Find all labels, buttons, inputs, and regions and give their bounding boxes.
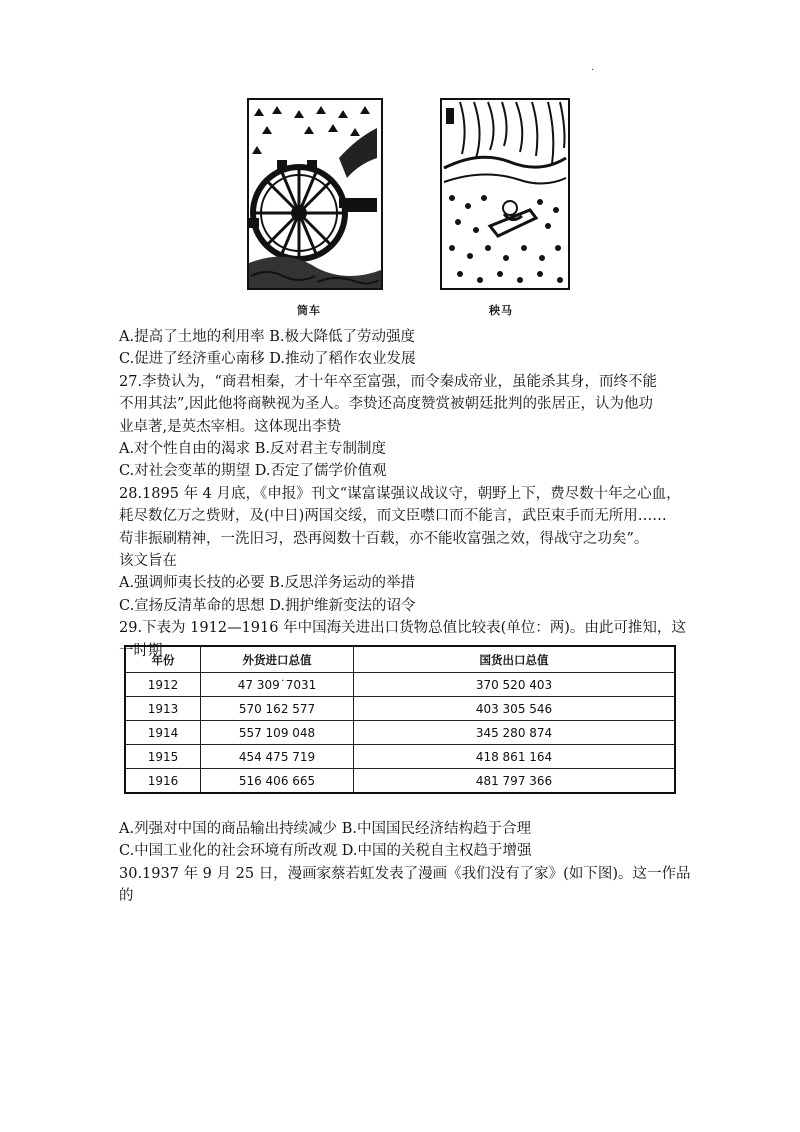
cell-year: 1913 bbox=[125, 697, 201, 721]
text-line: A.提高了土地的利用率 B.极大降低了劳动强度 bbox=[119, 329, 415, 345]
text-line: 业卓著,是英杰宰相。这体现出李贽 bbox=[119, 418, 342, 435]
text-line: A.列强对中国的商品输出持续减少 B.中国国民经济结构趋于合理 bbox=[119, 821, 531, 837]
text-line: 不用其法”,因此他将商鞅视为圣人。李贽还高度赞赏被朝廷批判的张居正，认为他功 bbox=[119, 396, 654, 413]
text-line: C.对社会变革的期望 D.否定了儒学价值观 bbox=[119, 463, 387, 480]
text-line: A.强调师夷长技的必要 B.反思洋务运动的举措 bbox=[119, 575, 415, 592]
header-export-total: 国货出口总值 bbox=[354, 646, 676, 673]
text-line: 30.1937 年 9 月 25 日，漫画家蔡若虹发表了漫画《我们没有了家》(如下图)。这一作品 bbox=[119, 865, 691, 882]
page-mark: . bbox=[591, 62, 595, 73]
cell-import: 516 406 665 bbox=[201, 769, 354, 794]
table-row bbox=[125, 721, 675, 745]
cell-import: 557 109 048 bbox=[201, 721, 354, 745]
header-import-total: 外货进口总值 bbox=[201, 646, 354, 673]
cell-export: 403 305 546 bbox=[354, 697, 676, 721]
text-line: 耗尽数亿万之赀财，及(中日)两国交绥，而文臣噤口而不能言，武臣束手而无所用…… bbox=[119, 508, 667, 525]
rice-transplanter-illustration bbox=[440, 98, 570, 290]
text-line: C.宣扬反清革命的思想 D.拥护维新变法的诏令 bbox=[119, 597, 416, 614]
text-line: 27.李贽认为，“商君相秦，才十年卒至富强，而令秦成帝业，虽能杀其身，而终不能 bbox=[119, 373, 657, 390]
right-figure-caption: 秧马 bbox=[489, 304, 513, 317]
water-wheel-illustration bbox=[247, 98, 383, 290]
text-line: 28.1895 年 4 月底，《申报》刊文“谋富谋强议战议守，朝野上下，费尽数十年之心血， bbox=[119, 485, 681, 502]
cell-year: 1916 bbox=[125, 769, 201, 794]
header-year: 年份 bbox=[125, 646, 201, 673]
table-row bbox=[125, 745, 675, 769]
table-row bbox=[125, 673, 675, 697]
cell-import: 570 162 577 bbox=[201, 697, 354, 721]
table-row bbox=[125, 769, 675, 794]
text-line: 该文旨在 bbox=[119, 553, 177, 570]
cell-export: 345 280 874 bbox=[354, 721, 676, 745]
text-line: A.对个性自由的渴求 B.反对君主专制制度 bbox=[119, 441, 386, 458]
cell-import: 454 475 719 bbox=[201, 745, 354, 769]
cell-year: 1912 bbox=[125, 673, 201, 697]
cell-export: 418 861 164 bbox=[354, 745, 676, 769]
text-line: 29.下表为 1912—1916 年中国海关进出口货物总值比较表(单位：两)。由此可推知，这 bbox=[119, 620, 686, 637]
cell-export: 370 520 403 bbox=[354, 673, 676, 697]
text-line: 的 bbox=[119, 888, 134, 905]
text-line: 一时期 bbox=[119, 642, 163, 659]
cell-import: 47 309˙7031 bbox=[201, 673, 354, 697]
trade-value-table bbox=[124, 645, 676, 794]
questions-26-29-text bbox=[119, 326, 684, 662]
cell-export: 481 797 366 bbox=[354, 769, 676, 794]
left-figure-caption: 筒车 bbox=[297, 304, 321, 317]
cell-year: 1914 bbox=[125, 721, 201, 745]
text-line: C.促进了经济重心南移 D.推动了稻作农业发展 bbox=[119, 351, 416, 368]
text-line: C.中国工业化的社会环境有所改观 D.中国的关税自主权趋于增强 bbox=[119, 843, 532, 860]
text-line: 苟非振刷精神，一洗旧习，恐再阅数十百载，亦不能收富强之效，得战守之功矣”。 bbox=[119, 530, 649, 547]
cell-year: 1915 bbox=[125, 745, 201, 769]
table-row bbox=[125, 697, 675, 721]
questions-29-30-text bbox=[119, 818, 691, 908]
table-header-row bbox=[125, 646, 675, 673]
